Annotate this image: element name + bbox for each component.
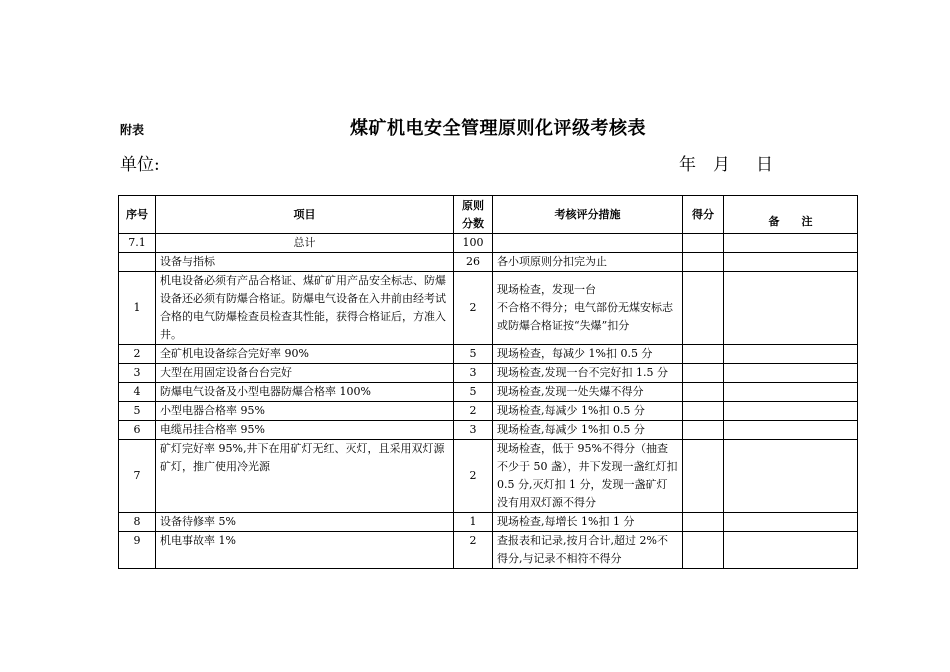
row-got bbox=[683, 532, 724, 569]
row-remark bbox=[724, 440, 858, 513]
row-remark bbox=[724, 364, 858, 383]
row-seq: 9 bbox=[119, 532, 156, 569]
row-item: 全矿机电设备综合完好率 90% bbox=[156, 345, 454, 364]
row-score: 2 bbox=[454, 272, 493, 345]
row-score: 100 bbox=[454, 234, 493, 253]
row-got bbox=[683, 234, 724, 253]
row-got bbox=[683, 383, 724, 402]
row-got bbox=[683, 364, 724, 383]
table-row bbox=[119, 253, 858, 272]
row-got bbox=[683, 421, 724, 440]
row-got bbox=[683, 440, 724, 513]
row-score: 2 bbox=[454, 402, 493, 421]
col-method-header: 考核评分措施 bbox=[493, 196, 683, 234]
row-method: 现场检查,每减少 1%扣 0.5 分 bbox=[493, 402, 683, 421]
row-score: 1 bbox=[454, 513, 493, 532]
unit-label: 单位: bbox=[120, 155, 160, 175]
table-row bbox=[119, 383, 858, 402]
row-score: 2 bbox=[454, 532, 493, 569]
row-method: 现场检查,发现一台不完好扣 1.5 分 bbox=[493, 364, 683, 383]
row-method: 现场检查,发现一处失爆不得分 bbox=[493, 383, 683, 402]
row-seq: 3 bbox=[119, 364, 156, 383]
row-remark bbox=[724, 532, 858, 569]
row-item: 机电设备必须有产品合格证、煤矿矿用产品安全标志、防爆设备还必须有防爆合格证。防爆电气设备在入井前由经考试合格的电气防爆检查员检查其性能，获得合格证后，方准入井。 bbox=[156, 272, 454, 345]
row-score: 3 bbox=[454, 364, 493, 383]
col-item-header: 项目 bbox=[156, 196, 454, 234]
row-seq: 5 bbox=[119, 402, 156, 421]
row-seq: 4 bbox=[119, 383, 156, 402]
row-method: 现场检查，每减少 1%扣 0.5 分 bbox=[493, 345, 683, 364]
row-remark bbox=[724, 421, 858, 440]
row-item: 电缆吊挂合格率 95% bbox=[156, 421, 454, 440]
col-score-header-line2: 分数 bbox=[462, 216, 484, 230]
row-seq: 2 bbox=[119, 345, 156, 364]
table-row bbox=[119, 345, 858, 364]
attachment-label: 附表 bbox=[120, 123, 145, 137]
table-row bbox=[119, 272, 858, 345]
table-header-row bbox=[119, 196, 858, 234]
row-score: 5 bbox=[454, 345, 493, 364]
row-remark bbox=[724, 253, 858, 272]
col-remark-header-label: 备 注 bbox=[768, 214, 813, 228]
assessment-table bbox=[118, 195, 858, 569]
row-method: 现场检查，低于 95%不得分（抽查不少于 50 盏），井下发现一盏红灯扣 0.5 分,灭灯扣 1 分，发现一盏矿灯没有用双灯源不得分 bbox=[493, 440, 683, 513]
row-item: 大型在用固定设备台台完好 bbox=[156, 364, 454, 383]
table-row bbox=[119, 402, 858, 421]
row-item: 设备与指标 bbox=[156, 253, 454, 272]
row-method: 现场检查，发现一台 不合格不得分；电气部份无煤安标志或防爆合格证按“失爆”扣分 bbox=[493, 272, 683, 345]
row-remark bbox=[724, 402, 858, 421]
row-score: 5 bbox=[454, 383, 493, 402]
row-score: 2 bbox=[454, 440, 493, 513]
row-seq bbox=[119, 253, 156, 272]
row-item: 矿灯完好率 95%,井下在用矿灯无红、灭灯，且采用双灯源矿灯，推广使用冷光源 bbox=[156, 440, 454, 513]
row-got bbox=[683, 345, 724, 364]
row-remark bbox=[724, 383, 858, 402]
row-got bbox=[683, 513, 724, 532]
row-remark bbox=[724, 272, 858, 345]
table-row bbox=[119, 513, 858, 532]
table-row bbox=[119, 234, 858, 253]
row-item: 防爆电气设备及小型电器防爆合格率 100% bbox=[156, 383, 454, 402]
row-method: 查报表和记录,按月合计,超过 2%不得分,与记录不相符不得分 bbox=[493, 532, 683, 569]
row-item: 设备待修率 5% bbox=[156, 513, 454, 532]
row-score: 3 bbox=[454, 421, 493, 440]
row-method: 现场检查,每减少 1%扣 0.5 分 bbox=[493, 421, 683, 440]
page-title: 煤矿机电安全管理原则化评级考核表 bbox=[350, 118, 646, 139]
col-score-header-line1: 原则 bbox=[462, 198, 484, 212]
date-month-label: 月 bbox=[713, 155, 730, 175]
date-year-label: 年 bbox=[679, 155, 696, 175]
row-remark bbox=[724, 234, 858, 253]
row-got bbox=[683, 272, 724, 345]
row-seq: 1 bbox=[119, 272, 156, 345]
row-item: 机电事故率 1% bbox=[156, 532, 454, 569]
row-method: 各小项原则分扣完为止 bbox=[493, 253, 683, 272]
row-item: 总计 bbox=[156, 234, 454, 253]
col-got-header: 得分 bbox=[683, 196, 724, 234]
col-score-header bbox=[454, 196, 493, 234]
row-method: 现场检查,每增长 1%扣 1 分 bbox=[493, 513, 683, 532]
row-score: 26 bbox=[454, 253, 493, 272]
row-got bbox=[683, 402, 724, 421]
table-row bbox=[119, 364, 858, 383]
col-seq-header: 序号 bbox=[119, 196, 156, 234]
row-remark bbox=[724, 345, 858, 364]
row-seq: 6 bbox=[119, 421, 156, 440]
date-day-label: 日 bbox=[756, 155, 773, 175]
col-remark-header bbox=[724, 196, 858, 234]
row-item: 小型电器合格率 95% bbox=[156, 402, 454, 421]
row-seq: 7 bbox=[119, 440, 156, 513]
row-got bbox=[683, 253, 724, 272]
row-seq: 8 bbox=[119, 513, 156, 532]
table-row bbox=[119, 421, 858, 440]
table-row bbox=[119, 532, 858, 569]
row-method bbox=[493, 234, 683, 253]
row-seq: 7.1 bbox=[119, 234, 156, 253]
row-remark bbox=[724, 513, 858, 532]
table-row bbox=[119, 440, 858, 513]
